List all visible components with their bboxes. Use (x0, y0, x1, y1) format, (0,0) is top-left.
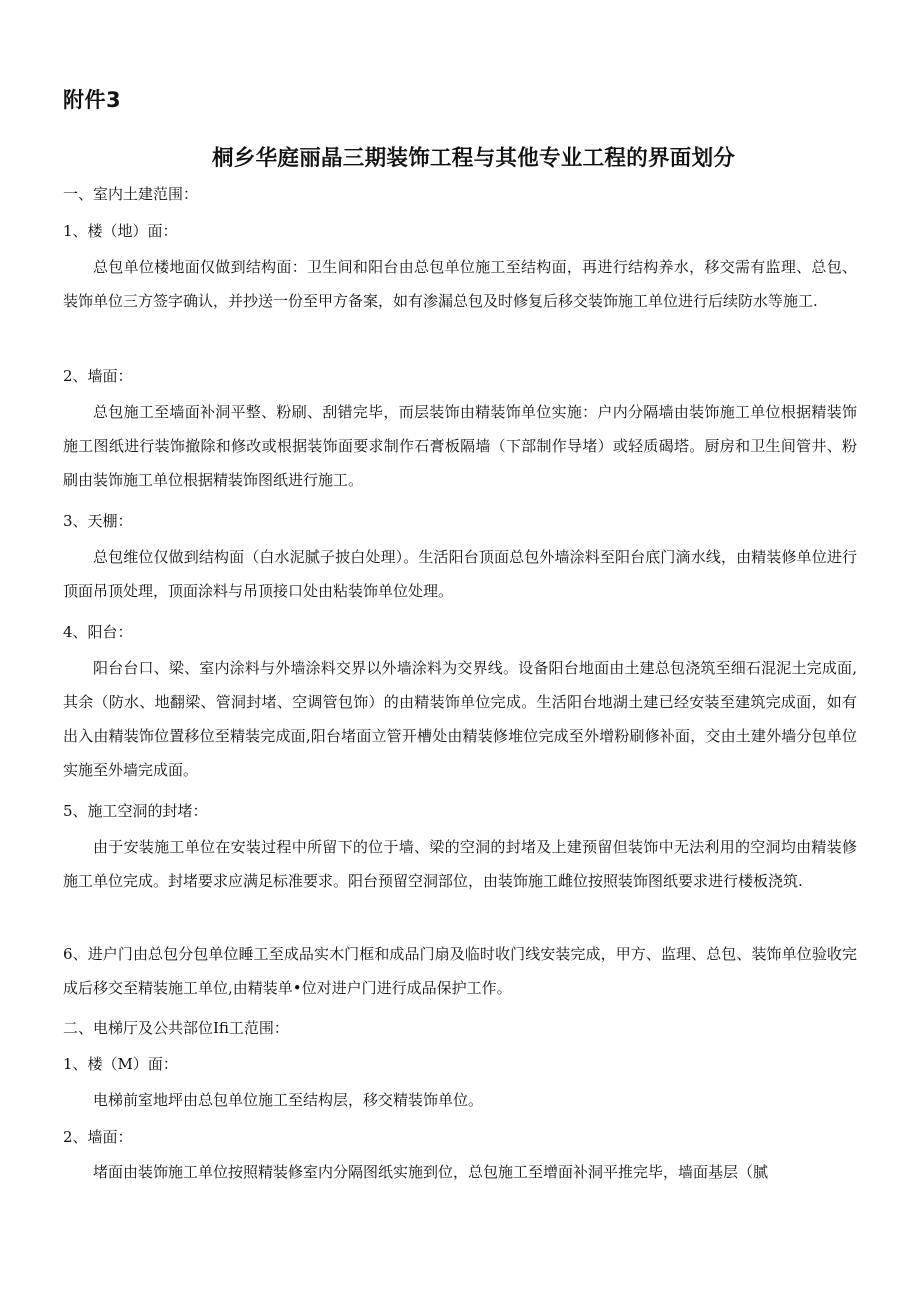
document-title: 桐乡华庭丽晶三期装饰工程与其他专业工程的界面划分 (212, 146, 736, 171)
item-1-2-text: 总包施工至墙面补洞平整、粉刷、刮错完毕，而层装饰由精装饰单位实施：户内分隔墙由装饰施工单位根据精装饰施工图纸进行装饰撤除和修改或根据装饰面要求制作石膏板隔墙（下部制作导堵）或轻质碣塔。厨房和卫生间管井、粉刷由装饰施工单位根据精装饰图纸进行施工。 (63, 403, 857, 489)
item-1-4-heading: 4、阳台： (63, 623, 133, 641)
item-1-5-heading: 5、施工空洞的封堵： (63, 802, 208, 820)
item-2-2-heading: 2、墙面： (63, 1128, 133, 1146)
item-2-2-text: 堵面由装饰施工单位按照精装修室内分隔图纸实施到位，总包施工至增面补洞平推完毕，墙面基层（腻 (93, 1163, 769, 1181)
item-1-2-heading: 2、墙面： (63, 367, 133, 385)
item-1-1-heading: 1、楼（地）面： (63, 222, 178, 240)
item-2-1-heading: 1、楼（M）面： (63, 1055, 178, 1073)
section-1-heading: 一、室内土建范围： (63, 185, 199, 203)
section-2-heading: 二、电梯厅及公共部位Ifi工范围： (63, 1019, 289, 1037)
item-1-6-text: 6、进户门由总包分包单位睡工至成品实木门框和成品门扇及临时收门线安装完成，甲方、监理、总包、装饰单位验收完成后移交至精装施工单位,由精装单•位对进户门进行成品保护工作。 (63, 945, 857, 997)
item-1-3-text: 总包维位仅做到结构面（白水泥腻子披白处理）。生活阳台顶面总包外墙涂料至阳台底门滴水线，由精装修单位进行顶面吊顶处理，顶面涂料与吊顶接口处由粘装饰单位处理。 (63, 548, 857, 600)
item-2-1-text: 电梯前室地坪由总包单位施工至结构层，移交精装饰单位。 (93, 1091, 484, 1109)
item-1-3-heading: 3、天棚： (63, 512, 133, 530)
item-1-5-text: 由于安装施工单位在安装过程中所留下的位于墙、梁的空洞的封堵及上建预留但装饰中无法利用的空洞均由精装修施工单位完成。封堵要求应满足标准要求。阳台预留空洞部位，由装饰施工雌位按照装饰图纸要求进行楼板浇筑. (63, 838, 857, 890)
item-1-1-text: 总包单位楼地面仅做到结构面：卫生间和阳台由总包单位施工至结构面，再进行结构养水，移交需有监理、总包、装饰单位三方签字确认，并抄送一份至甲方备案，如有渗漏总包及时修复后移交装饰施工单位进行后续防水等施工. (63, 258, 857, 310)
annex-label: 附件3 (63, 88, 122, 112)
item-1-4-text: 阳台台口、梁、室内涂料与外墙涂料交界以外墙涂料为交界线。设备阳台地面由土建总包浇筑至细石混泥土完成面,其余（防水、地翻梁、管洞封堵、空调管包饰）的由精装饰单位完成。生活阳台地湖土建已经安装至建筑完成面，如有出入由精装饰位置移位至精装完成面,阳台堵面立管开槽处由精装修堆位完成至外增粉刷修补面，交由土建外墙分包单位实施至外墙完成面。 (63, 659, 857, 779)
